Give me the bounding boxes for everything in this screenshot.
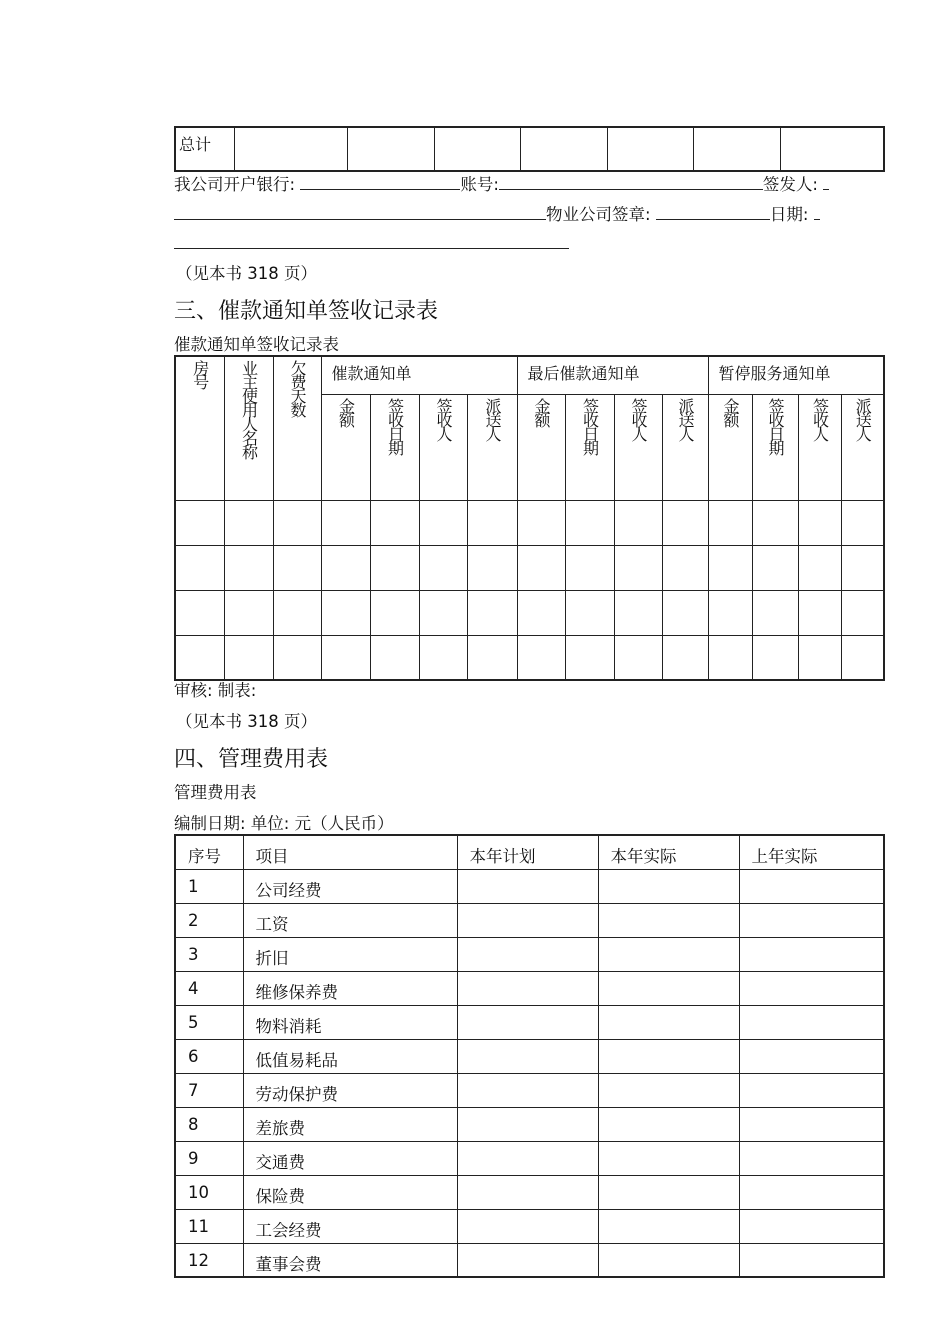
table-cell[interactable] xyxy=(175,500,224,545)
row-last-year[interactable] xyxy=(739,1209,884,1243)
row-plan[interactable] xyxy=(457,1209,598,1243)
seal-line xyxy=(174,203,820,225)
row-no: 6 xyxy=(175,1039,243,1073)
total-cell[interactable] xyxy=(520,127,607,171)
table-cell[interactable] xyxy=(752,635,798,680)
table-cell[interactable] xyxy=(224,590,273,635)
row-no: 1 xyxy=(175,869,243,903)
row-last-year[interactable] xyxy=(739,1005,884,1039)
fee-table xyxy=(174,834,885,1278)
table-cell[interactable] xyxy=(175,545,224,590)
row-last-year[interactable] xyxy=(739,903,884,937)
table-cell[interactable] xyxy=(224,545,273,590)
table-cell[interactable] xyxy=(708,635,752,680)
row-no: 11 xyxy=(175,1209,243,1243)
table-cell[interactable] xyxy=(370,590,419,635)
table-cell[interactable] xyxy=(708,590,752,635)
dunning-table xyxy=(174,355,885,681)
row-last-year[interactable] xyxy=(739,971,884,1005)
row-item: 工会经费 xyxy=(243,1209,457,1243)
total-label: 总计 xyxy=(175,127,234,171)
section4-heading: 四、管理费用表 xyxy=(174,747,329,772)
col-days: 欠费天数 xyxy=(273,356,321,500)
table-row xyxy=(175,1209,884,1243)
issuer-label: 签发人: xyxy=(762,175,818,194)
row-plan[interactable] xyxy=(457,1175,598,1209)
table-cell[interactable] xyxy=(467,545,517,590)
fee-header-plan: 本年计划 xyxy=(457,835,598,869)
table-row xyxy=(175,1175,884,1209)
table-cell[interactable] xyxy=(798,635,841,680)
sub-sign-date: 签收日期 xyxy=(565,394,614,500)
table-row xyxy=(175,869,884,903)
table-cell[interactable] xyxy=(565,545,614,590)
row-plan[interactable] xyxy=(457,1073,598,1107)
row-plan[interactable] xyxy=(457,1243,598,1277)
table-cell[interactable] xyxy=(662,635,708,680)
account-blank[interactable] xyxy=(499,173,763,190)
table-row xyxy=(175,1107,884,1141)
row-item: 劳动保护费 xyxy=(243,1073,457,1107)
row-actual[interactable] xyxy=(598,903,739,937)
row-item: 低值易耗品 xyxy=(243,1039,457,1073)
row-last-year[interactable] xyxy=(739,1175,884,1209)
table-cell[interactable] xyxy=(614,500,662,545)
row-actual[interactable] xyxy=(598,1175,739,1209)
bank-label: 我公司开户银行: xyxy=(174,175,296,194)
table-cell[interactable] xyxy=(419,500,467,545)
account-label: 账号: xyxy=(460,175,499,194)
sub-deliverer: 派送人 xyxy=(467,394,517,500)
table-cell[interactable] xyxy=(517,590,565,635)
row-actual[interactable] xyxy=(598,1243,739,1277)
dunning-table-body xyxy=(175,500,884,680)
bank-blank[interactable] xyxy=(300,173,460,190)
row-plan[interactable] xyxy=(457,903,598,937)
group-suspension: 暂停服务通知单 xyxy=(708,356,884,394)
row-item: 保险费 xyxy=(243,1175,457,1209)
row-actual[interactable] xyxy=(598,1209,739,1243)
row-actual[interactable] xyxy=(598,1039,739,1073)
table-cell[interactable] xyxy=(841,545,884,590)
sub-sign-date: 签收日期 xyxy=(752,394,798,500)
total-cell[interactable] xyxy=(347,127,434,171)
row-actual[interactable] xyxy=(598,1073,739,1107)
row-actual[interactable] xyxy=(598,971,739,1005)
fee-header-actual: 本年实际 xyxy=(598,835,739,869)
table-row xyxy=(175,971,884,1005)
table-cell[interactable] xyxy=(841,635,884,680)
table-cell[interactable] xyxy=(662,545,708,590)
table-cell[interactable] xyxy=(517,500,565,545)
row-last-year[interactable] xyxy=(739,1243,884,1277)
fee-header-no: 序号 xyxy=(175,835,243,869)
row-no: 7 xyxy=(175,1073,243,1107)
table-cell[interactable] xyxy=(752,590,798,635)
total-table xyxy=(174,126,885,172)
sub-signer: 签收人 xyxy=(419,394,467,500)
table-row xyxy=(175,1005,884,1039)
col-room: 房号 xyxy=(175,356,224,500)
table-row xyxy=(175,590,884,635)
row-actual[interactable] xyxy=(598,1005,739,1039)
seal-blank[interactable] xyxy=(656,203,770,220)
row-plan[interactable] xyxy=(457,1005,598,1039)
fee-header-row xyxy=(175,835,884,869)
table-cell[interactable] xyxy=(419,545,467,590)
issuer-blank[interactable] xyxy=(823,173,829,190)
sub-amount: 金额 xyxy=(321,394,370,500)
table-row xyxy=(175,903,884,937)
total-cell[interactable] xyxy=(234,127,347,171)
row-plan[interactable] xyxy=(457,1107,598,1141)
row-no: 10 xyxy=(175,1175,243,1209)
row-last-year[interactable] xyxy=(739,937,884,971)
row-item: 维修保养费 xyxy=(243,971,457,1005)
table-cell[interactable] xyxy=(517,635,565,680)
group-final-dunning: 最后催款通知单 xyxy=(517,356,708,394)
table-cell[interactable] xyxy=(798,500,841,545)
row-last-year[interactable] xyxy=(739,1141,884,1175)
table-cell[interactable] xyxy=(565,500,614,545)
row-plan[interactable] xyxy=(457,869,598,903)
row-actual[interactable] xyxy=(598,1107,739,1141)
row-actual[interactable] xyxy=(598,1141,739,1175)
row-plan[interactable] xyxy=(457,937,598,971)
table-cell[interactable] xyxy=(841,500,884,545)
row-no: 8 xyxy=(175,1107,243,1141)
table-cell[interactable] xyxy=(175,635,224,680)
table-cell[interactable] xyxy=(321,545,370,590)
section3-table-title: 催款通知单签收记录表 xyxy=(174,335,339,354)
total-cell[interactable] xyxy=(693,127,780,171)
sub-sign-date: 签收日期 xyxy=(370,394,419,500)
signature-line xyxy=(174,248,569,249)
section3-footer: 审核: 制表: xyxy=(174,681,257,700)
table-cell[interactable] xyxy=(321,500,370,545)
row-item: 公司经费 xyxy=(243,869,457,903)
table-cell[interactable] xyxy=(708,545,752,590)
table-cell[interactable] xyxy=(614,590,662,635)
row-plan[interactable] xyxy=(457,971,598,1005)
row-actual[interactable] xyxy=(598,937,739,971)
table-row xyxy=(175,545,884,590)
sub-signer: 签收人 xyxy=(614,394,662,500)
row-no: 4 xyxy=(175,971,243,1005)
table-cell[interactable] xyxy=(273,590,321,635)
table-cell[interactable] xyxy=(175,590,224,635)
sub-amount: 金额 xyxy=(708,394,752,500)
sub-deliverer: 派送人 xyxy=(841,394,884,500)
table-cell[interactable] xyxy=(419,635,467,680)
sub-amount: 金额 xyxy=(517,394,565,500)
row-item: 工资 xyxy=(243,903,457,937)
section4-ref: （见本书 318 页） xyxy=(176,712,317,731)
row-actual[interactable] xyxy=(598,869,739,903)
sub-signer: 签收人 xyxy=(798,394,841,500)
table-row xyxy=(175,1039,884,1073)
table-cell[interactable] xyxy=(614,545,662,590)
fee-table-body xyxy=(175,869,884,1277)
table-cell[interactable] xyxy=(273,500,321,545)
row-no: 5 xyxy=(175,1005,243,1039)
table-cell[interactable] xyxy=(752,545,798,590)
total-cell[interactable] xyxy=(434,127,520,171)
row-plan[interactable] xyxy=(457,1039,598,1073)
row-last-year[interactable] xyxy=(739,1039,884,1073)
section3-ref: （见本书 318 页） xyxy=(176,264,317,283)
table-cell[interactable] xyxy=(662,590,708,635)
row-no: 12 xyxy=(175,1243,243,1277)
total-cell[interactable] xyxy=(780,127,884,171)
table-cell[interactable] xyxy=(798,545,841,590)
row-item: 董事会费 xyxy=(243,1243,457,1277)
row-item: 差旅费 xyxy=(243,1107,457,1141)
section4-subtitle: 编制日期: 单位: 元（人民币） xyxy=(174,814,394,833)
table-cell[interactable] xyxy=(370,635,419,680)
bank-line xyxy=(174,173,829,195)
row-last-year[interactable] xyxy=(739,1107,884,1141)
table-row xyxy=(175,1073,884,1107)
table-row xyxy=(175,635,884,680)
row-last-year[interactable] xyxy=(739,1073,884,1107)
fee-header-item: 项目 xyxy=(243,835,457,869)
row-no: 9 xyxy=(175,1141,243,1175)
date-label: 日期: xyxy=(769,205,809,224)
table-cell[interactable] xyxy=(565,590,614,635)
table-cell[interactable] xyxy=(467,500,517,545)
row-no: 3 xyxy=(175,937,243,971)
total-cell[interactable] xyxy=(607,127,693,171)
row-last-year[interactable] xyxy=(739,869,884,903)
fee-header-last-year: 上年实际 xyxy=(739,835,884,869)
table-cell[interactable] xyxy=(273,635,321,680)
table-cell[interactable] xyxy=(467,590,517,635)
table-cell[interactable] xyxy=(662,500,708,545)
row-item: 交通费 xyxy=(243,1141,457,1175)
table-cell[interactable] xyxy=(370,545,419,590)
col-owner: 业主使用人名称 xyxy=(224,356,273,500)
table-cell[interactable] xyxy=(798,590,841,635)
table-cell[interactable] xyxy=(224,500,273,545)
row-item: 物料消耗 xyxy=(243,1005,457,1039)
section4-table-title: 管理费用表 xyxy=(174,783,257,802)
table-cell[interactable] xyxy=(752,500,798,545)
table-cell[interactable] xyxy=(321,590,370,635)
table-cell[interactable] xyxy=(273,545,321,590)
date-blank[interactable] xyxy=(814,203,820,220)
seal-label: 物业公司签章: xyxy=(546,205,651,224)
section3-heading: 三、催款通知单签收记录表 xyxy=(174,299,439,324)
table-row xyxy=(175,1243,884,1277)
table-row xyxy=(175,500,884,545)
table-cell[interactable] xyxy=(321,635,370,680)
table-row xyxy=(175,937,884,971)
table-cell[interactable] xyxy=(565,635,614,680)
table-cell[interactable] xyxy=(370,500,419,545)
seal-lead-blank[interactable] xyxy=(174,203,546,220)
row-no: 2 xyxy=(175,903,243,937)
table-cell[interactable] xyxy=(614,635,662,680)
row-item: 折旧 xyxy=(243,937,457,971)
table-cell[interactable] xyxy=(841,590,884,635)
table-cell[interactable] xyxy=(224,635,273,680)
row-plan[interactable] xyxy=(457,1141,598,1175)
table-row xyxy=(175,1141,884,1175)
table-cell[interactable] xyxy=(419,590,467,635)
group-dunning: 催款通知单 xyxy=(321,356,517,394)
table-cell[interactable] xyxy=(467,635,517,680)
sub-deliverer: 派送人 xyxy=(662,394,708,500)
table-cell[interactable] xyxy=(517,545,565,590)
table-cell[interactable] xyxy=(708,500,752,545)
